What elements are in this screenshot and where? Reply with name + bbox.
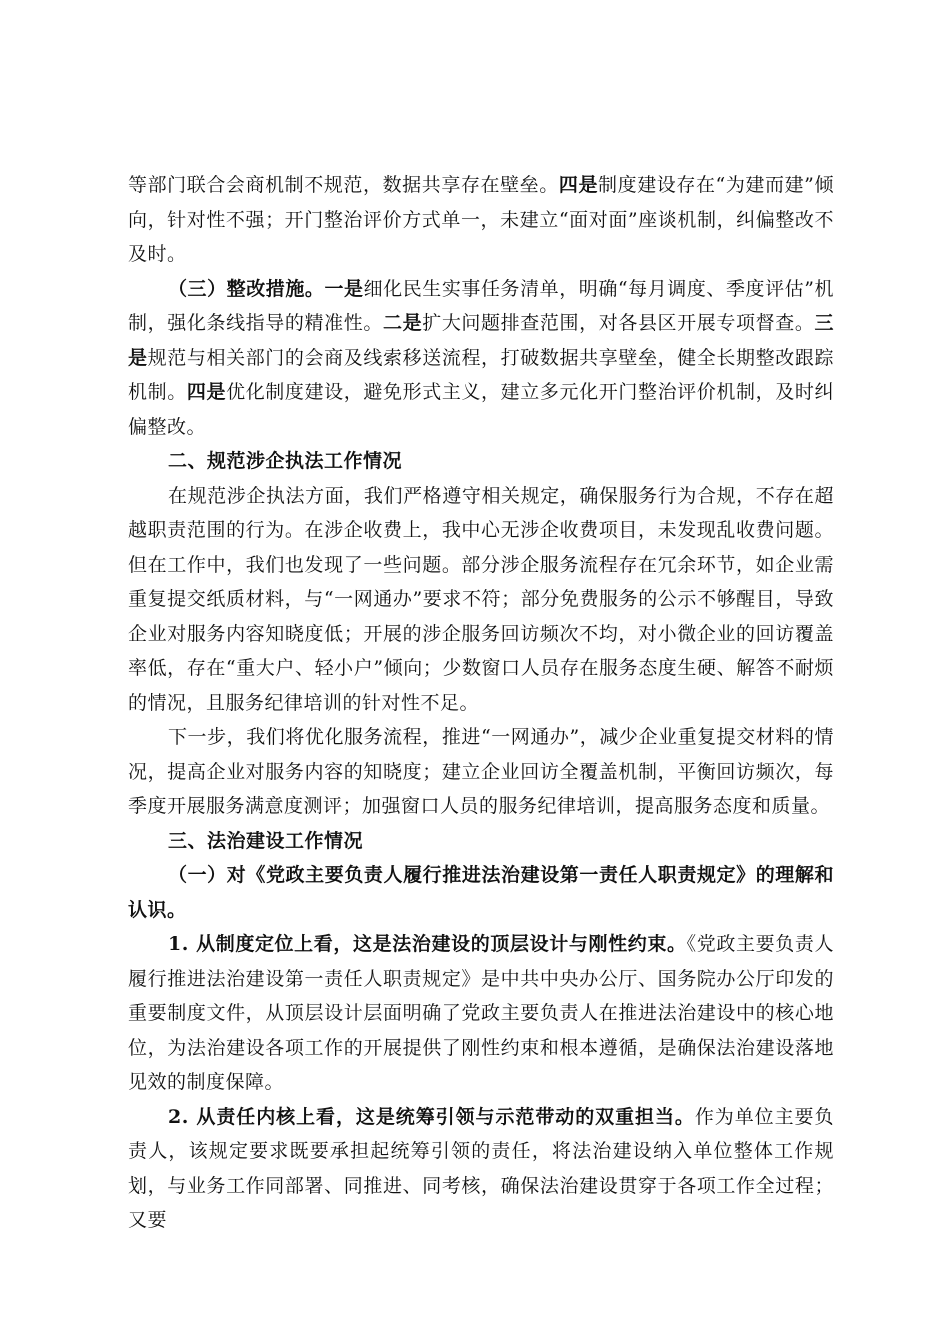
point-heading: 1. 从制度定位上看，这是法治建设的顶层设计与刚性约束。	[168, 933, 687, 955]
point-heading: 2. 从责任内核上看，这是统筹引领与示范带动的双重担当。	[168, 1105, 695, 1128]
text-run: 《党政主要负责人履行推进法治建设第一责任人职责规定》是中共中央办公厅、国务院办公厅印发的重要制度文件，从顶层设计层面明确了党政主要负责人在推进法治建设中的核心地位，为法治建设各项工作的开展提供了刚性约束和根本遵循，是确保法治建设落地见效的制度保障。	[128, 933, 834, 1093]
paragraph-point-1	[128, 927, 834, 1100]
paragraph-enterprise-enforcement	[128, 479, 834, 721]
text-run: 等部门联合会商机制不规范，数据共享存在壁垒。	[128, 174, 559, 196]
paragraph-0	[128, 168, 834, 272]
text-run: 规范与相关部门的会商及线索移送流程，打破数据共享壁垒，健全长期整改跟踪机制。	[128, 346, 834, 403]
text-run: 细化民生实事任务清单，明确“每月调度、季度评估”机制，强化条线指导的精准性。	[128, 277, 834, 334]
text-run: 下一步，我们将优化服务流程，推进“一网通办”，减少企业重复提交材料的情况，提高企业对服务内容的知晓度；建立企业回访全覆盖机制，平衡回访频次，每季度开展服务满意度测评；加强窗口人员的服务纪律培训，提高服务态度和质量。	[128, 726, 834, 817]
paragraph-point-2	[128, 1100, 834, 1238]
heading-text: （一）对《党政主要负责人履行推进法治建设第一责任人职责规定》的理解和认识。	[128, 864, 834, 921]
text-run-bold: 四是	[558, 174, 599, 196]
heading-text: 三、法治建设工作情况	[168, 829, 364, 852]
text-run-bold: 三是	[128, 312, 834, 369]
paragraph-rectification-measures	[128, 272, 834, 445]
section-heading-3	[128, 824, 834, 859]
section-heading-2	[128, 444, 834, 479]
text-run: 扩大问题排查范围，对各县区开展专项督查。	[422, 312, 815, 334]
text-run: 在规范涉企执法方面，我们严格遵守相关规定，确保服务行为合规，不存在超越职责范围的行为。在涉企收费上，我中心无涉企收费项目，未发现乱收费问题。但在工作中，我们也发现了一些问题。部分涉企服务流程存在冗余环节，如企业需重复提交纸质材料，与“一网通办”要求不符；部分免费服务的公示不够醒目，导致企业对服务内容知晓度低；开展的涉企服务回访频次不均，对小微企业的回访覆盖率低，存在“重大户、轻小户”倾向；少数窗口人员存在服务态度生硬、解答不耐烦的情况，且服务纪律培训的针对性不足。	[128, 484, 834, 714]
heading-text: 二、规范涉企执法工作情况	[168, 450, 403, 472]
text-run-bold: 二是	[382, 312, 423, 334]
document-page	[128, 168, 834, 1238]
text-run: 优化制度建设，避免形式主义，建立多元化开门整治评价机制，及时纠偏整改。	[128, 381, 834, 438]
paragraph-next-steps	[128, 720, 834, 824]
subsection-heading-1	[128, 858, 834, 927]
text-run: 作为单位主要负责人，该规定要求既要承担起统筹引领的责任，将法治建设纳入单位整体工作规划，与业务工作同部署、同推进、同考核，确保法治建设贯穿于各项工作全过程；又要	[128, 1105, 834, 1231]
text-run: 制度建设存在“为建而建”倾向，针对性不强；开门整治评价方式单一，未建立“面对面”座谈机制，纠偏整改不及时。	[128, 174, 834, 265]
text-run-bold: 四是	[186, 381, 227, 403]
section-subheading: （三）整改措施。	[168, 277, 325, 300]
text-run-bold: 一是	[324, 277, 364, 300]
